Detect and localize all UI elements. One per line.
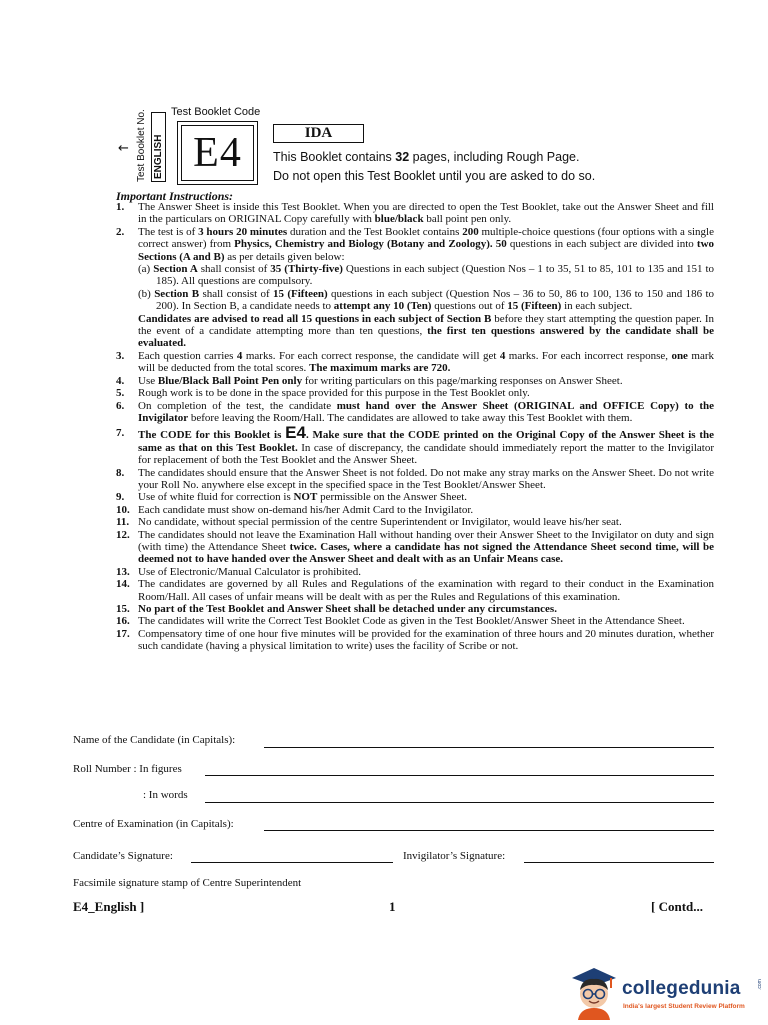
instruction-5: 5. Rough work is to be done in the space provided for this purpose in the Test Booklet only. [116,387,530,400]
section-b-note: Candidates are advised to read all 15 questions in each subject of Section B before they start attempting the question paper. In the event of a candidate attempting more than ten questions, the first ten questions answered by the candidate shall be evaluated. [138,312,714,350]
instruction-10: 10. Each candidate must show on-demand his/her Admit Card to the Invigilator. [116,503,474,516]
instruction-7: 7. The CODE for this Booklet is E4. Make sure that the CODE printed on the Original Copy of the Answer Sheet is the same as that on this Test Booklet. In case of discrepancy, the candidate should immediately report the matter to the Invigilator for replacement of both the Test Booklet and the Answer Sheet. [116,423,714,467]
booklet-code-inline: E4 [285,423,306,443]
instruction-9: 9. Use of white fluid for correction is NOT permissible on the Answer Sheet. [116,491,468,504]
instructions-title: Important Instructions: [116,189,234,203]
instruction-4: 4. Use Blue/Black Ball Point Pen only for writing particulars on this page/marking responses on Answer Sheet. [116,374,623,387]
roll-number-words-field[interactable] [205,802,714,803]
series-box: IDA [273,124,364,143]
candidate-signature-field[interactable] [191,862,393,863]
do-not-open-note: Do not open this Test Booklet until you are asked to do so. [273,169,596,183]
language-box: ENGLISH [151,112,166,182]
instruction-2: 2. The test is of 3 hours 20 minutes duration and the Test Booklet contains 200 multiple-choice questions (four options with a single correct answer) from Physics, Chemistry and Biology (Botany and Zoology). 50 questions in each subject are divided into two Sections (A and B) as per details given below: (a) Section A shall consist of 35 (Thirty-five) Questions in each subject (Question Nos – 1 to 35, 51 to 85, 101 to 135 and 151 to 185). All questions are compulsory. (b) Section B shall consist of 15 (Fifteen) questions in each subject (Question Nos – 36 to 50, 86 to 100, 136 to 150 and 186 to 200). In Section B, a candidate needs to attempt any 10 (Ten) questions out of 15 (Fifteen) in each subject. Candidates are advised to read all 15 questions in each subject of Section B before they start attempting the question paper. In the event of a candidate attempting more than ten questions, the first ten questions answered by the candidate shall be evaluated. [116,225,715,350]
instruction-13: 13. Use of Electronic/Manual Calculator is prohibited. [116,565,361,578]
instruction-12: 12. The candidates should not leave the Examination Hall without handing over their Answer Sheet to the Invigilator on duty and sign (with time) the Attendance Sheet twice. Cases, where a candidate has not signed the Attendance Sheet second time, will be deemed not to have handed over the Answer Sheet and dealt with as an Unfair Means case. [116,528,714,566]
candidate-name-label: Name of the Candidate (in Capitals): [73,734,236,746]
instruction-6: 6. On completion of the test, the candidate must hand over the Answer Sheet (ORIGINAL and OFFICE Copy) to the Invigilator before leaving the Room/Hall. The candidates are allowed to take away this Test Booklet with them. [116,399,714,424]
instruction-1: 1. The Answer Sheet is inside this Test Booklet. When you are directed to open the Test Booklet, take out the Answer Sheet and fill in the particulars on ORIGINAL Copy carefully with blue/black ball point pen only. [116,201,714,226]
booklet-pages-note: This Booklet contains 32 pages, including Rough Page. [273,150,580,164]
booklet-code-box [177,121,258,185]
instruction-16: 16. The candidates will write the Correct Test Booklet Code as given in the Test Booklet/Answer Sheet in the Attendance Sheet. [116,615,685,628]
footer-code: E4_English ] [73,899,145,914]
brand-tagline: India's largest Student Review Platform [623,1003,745,1010]
centre-field[interactable] [264,830,714,831]
mascot-icon [568,964,620,1020]
instruction-3: 3. Each question carries 4 marks. For each correct response, the candidate will get 4 marks. For each incorrect response, one mark will be deducted from the total scores. The maximum marks are 720. [116,349,714,375]
roll-number-label: Roll Number : In figures [73,763,182,775]
invigilator-signature-field[interactable] [524,862,714,863]
instruction-14: 14. The candidates are governed by all Rules and Regulations of the examination with regard to their conduct in the Examination Room/Hall. All cases of unfair means will be dealt with as per the Rules and Regulations of this examination. [116,578,714,603]
continued-note: [ Contd... [651,899,704,914]
section-a-detail: (a) Section A shall consist of 35 (Thirty-five) Questions in each subject (Question Nos – 1 to 35, 51 to 85, 101 to 135 and 151 to 185). All questions are compulsory. [138,263,715,288]
test-booklet-code-label: Test Booklet Code [171,106,261,118]
section-b-detail: (b) Section B shall consist of 15 (Fifteen) questions in each subject (Question Nos – 36 to 50, 86 to 100, 136 to 150 and 186 to 200). In Section B, a candidate needs to attempt any 10 (Ten) questions out of 15 (Fifteen) in each subject. [138,287,715,313]
instruction-15: 15. No part of the Test Booklet and Answer Sheet shall be detached under any circumstances. [116,603,557,615]
instruction-11: 11. No candidate, without special permission of the centre Superintendent or Invigilator, would leave his/her seat. [116,516,622,529]
left-arrow-icon: ← [118,141,129,156]
candidate-name-field[interactable] [264,747,714,748]
centre-label: Centre of Examination (in Capitals): [73,818,234,830]
instructions-list [116,201,714,653]
test-booklet-no-label: Test Booklet No. [136,109,147,182]
brand-name: collegedunia [622,978,741,999]
candidate-signature-label: Candidate’s Signature: [73,850,173,862]
instruction-8: 8. The candidates should ensure that the Answer Sheet is not folded. Do not make any stray marks on the Answer Sheet. Do not write your Roll No. anywhere else except in the specified space in the Test Booklet/Answer Sheet. [116,466,714,491]
roll-number-words-label: : In words [143,789,188,801]
invigilator-signature-label: Invigilator’s Signature: [403,850,506,862]
brand-suffix: .com [757,979,763,990]
instruction-17: 17. Compensatory time of one hour five minutes will be provided for the examination of three hours and 20 minutes duration, whether such candidate (having a physical limitation to write) uses the facility of Scribe or not. [116,627,714,653]
roll-number-figures-field[interactable] [205,775,714,776]
booklet-code: E4 [181,125,254,181]
page-number: 1 [389,899,396,914]
facsimile-label: Facsimile signature stamp of Centre Superintendent [73,877,302,889]
